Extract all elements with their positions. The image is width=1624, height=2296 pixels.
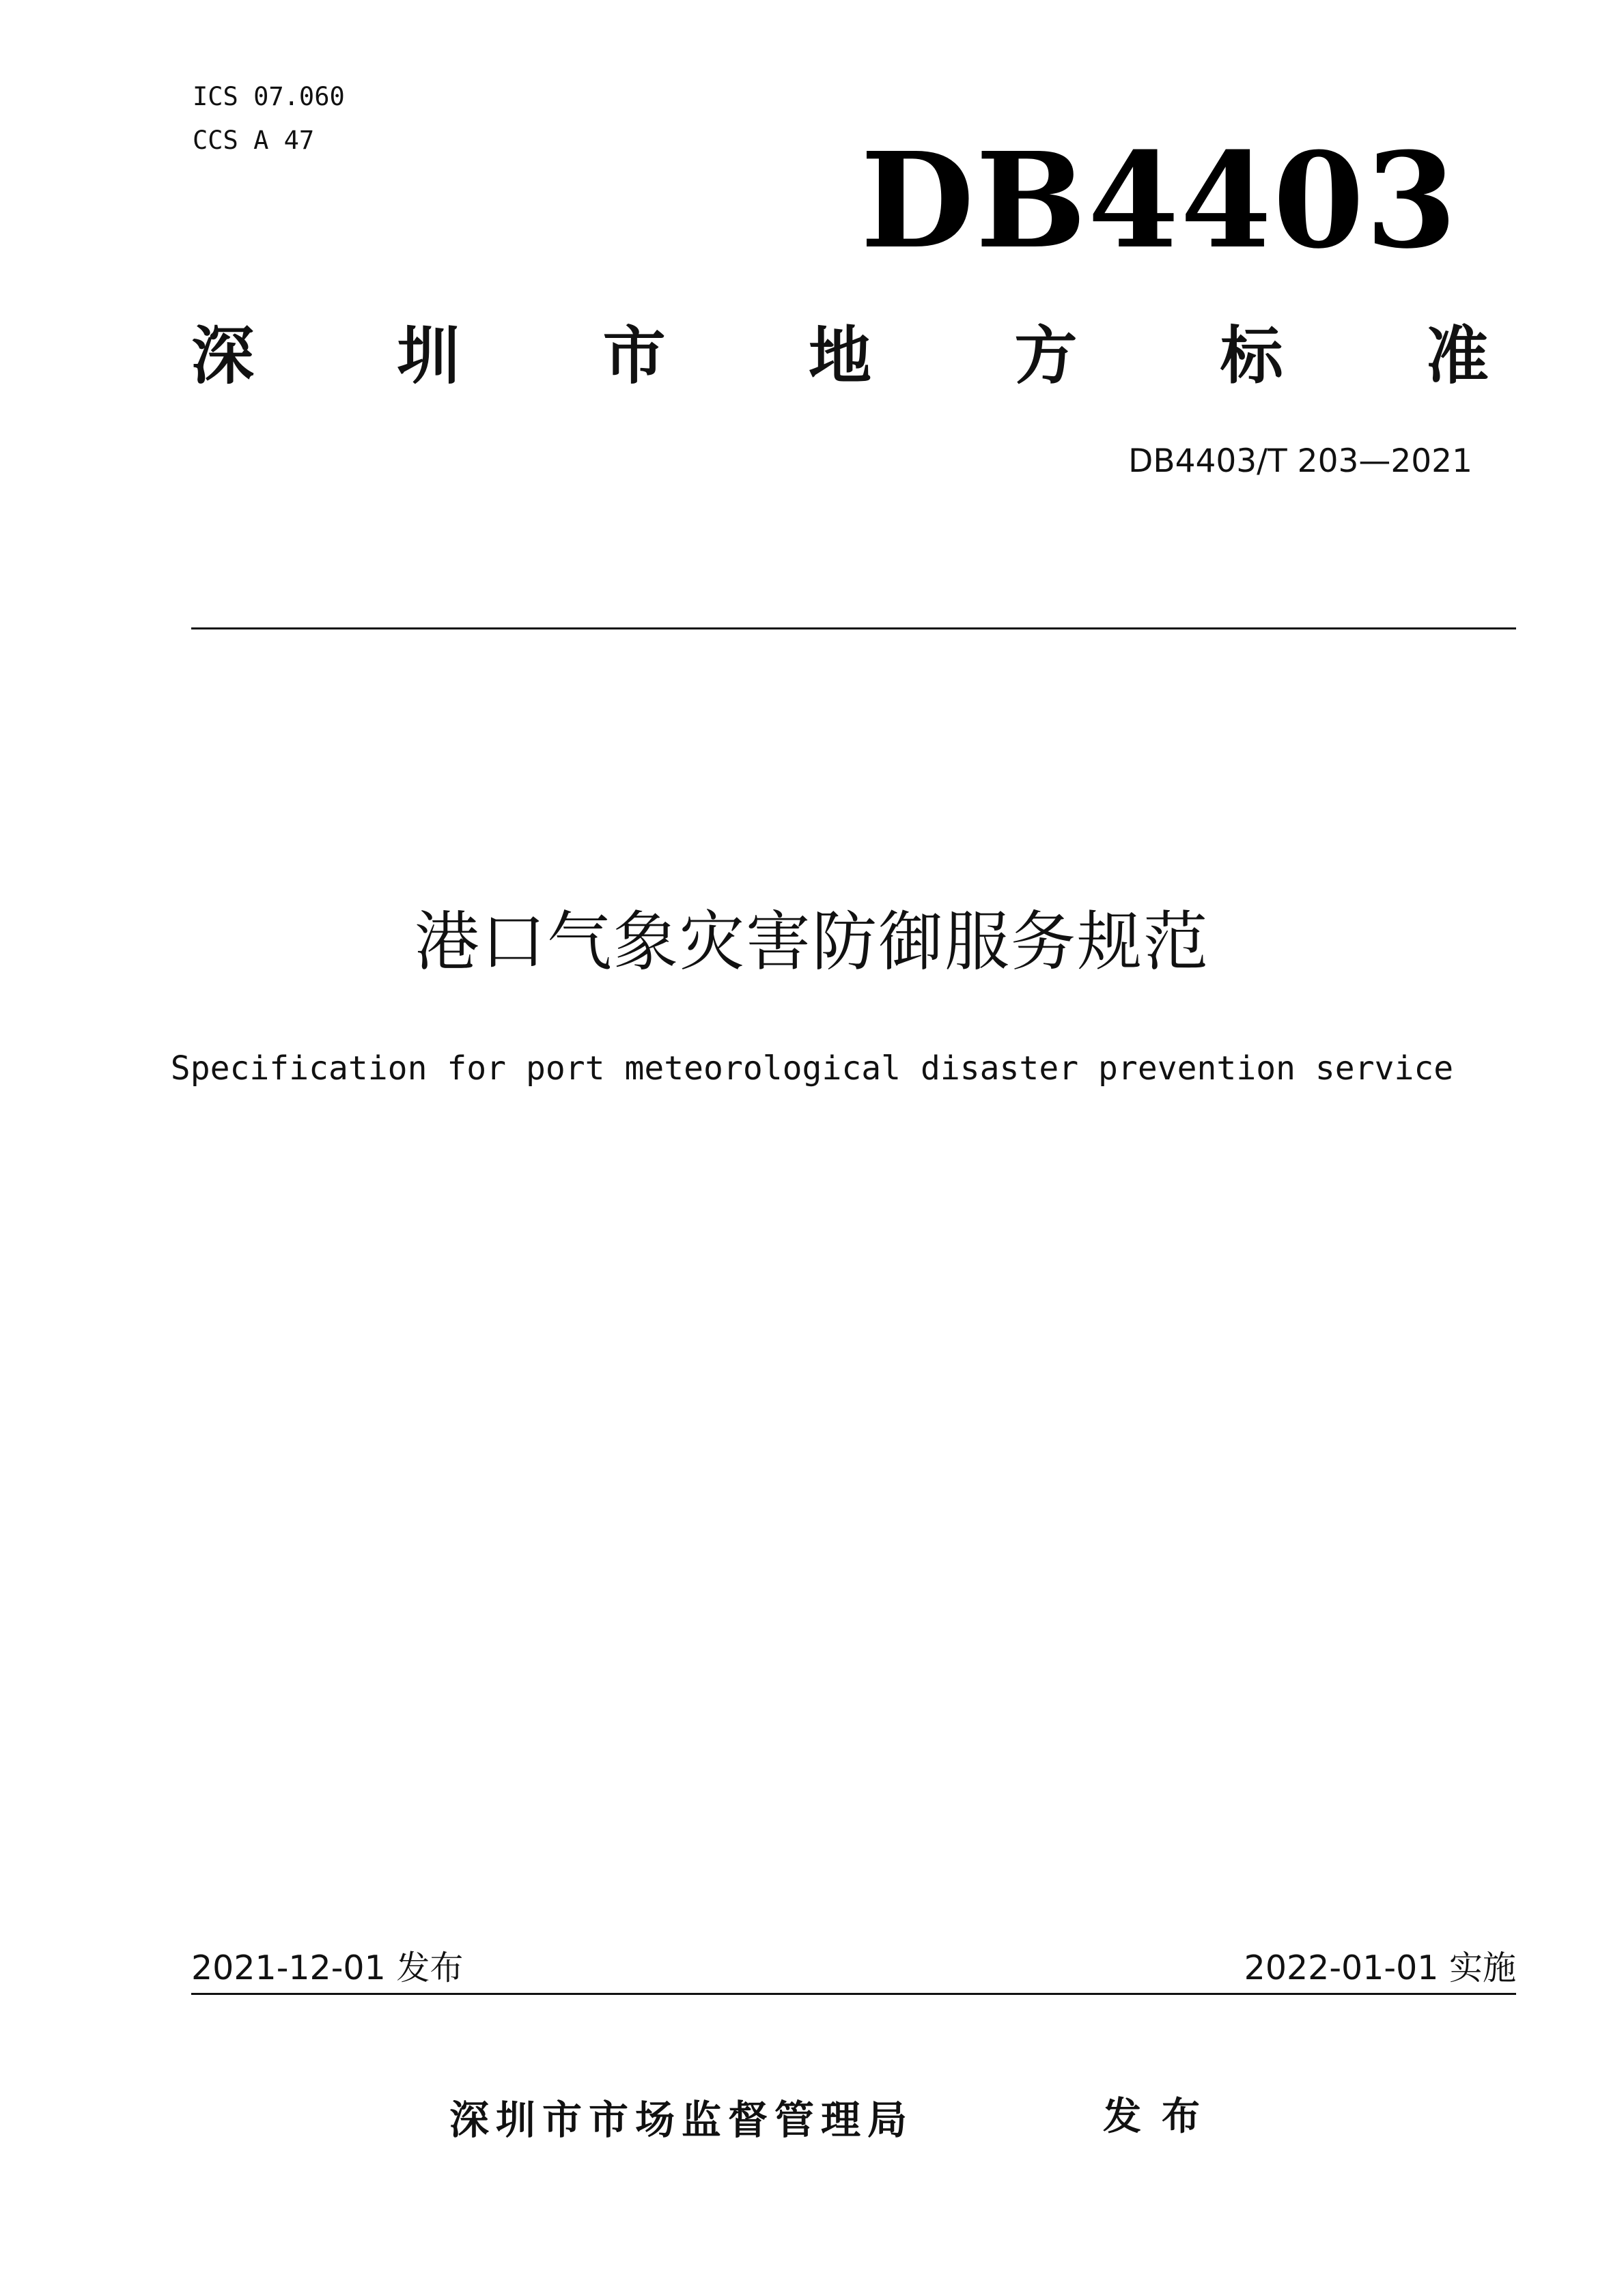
implementation-date: 2022-01-01 实施 bbox=[1244, 1948, 1516, 1987]
publish-date: 2021-12-01 发布 bbox=[191, 1948, 464, 1987]
standard-type-char: 圳 bbox=[397, 320, 460, 393]
standard-type-char: 地 bbox=[808, 320, 871, 393]
date-row bbox=[191, 1948, 1516, 1989]
standard-type-char: 深 bbox=[191, 320, 255, 393]
db-code-heading: DB4403 bbox=[860, 124, 1459, 278]
standard-type-char: 方 bbox=[1014, 320, 1078, 393]
header-divider bbox=[191, 627, 1516, 629]
issue-label: 发布 bbox=[1103, 2095, 1220, 2139]
standard-type-char: 市 bbox=[602, 320, 666, 393]
ccs-code: CCS A 47 bbox=[193, 126, 315, 155]
document-title-chinese: 港口气象灾害防御服务规范 bbox=[414, 905, 1209, 980]
document-title-english: Specification for port meteorological disaster prevention service bbox=[170, 1049, 1454, 1088]
standard-type-char: 准 bbox=[1425, 320, 1489, 393]
issuing-authority: 深圳市市场监督管理局 bbox=[449, 2097, 914, 2143]
ics-code: ICS 07.060 bbox=[193, 82, 345, 111]
standard-type-heading bbox=[191, 315, 1489, 397]
footer-divider bbox=[191, 1993, 1516, 1995]
standard-number: DB4403/T 203—2021 bbox=[1128, 442, 1472, 480]
standard-type-char: 标 bbox=[1220, 320, 1283, 393]
